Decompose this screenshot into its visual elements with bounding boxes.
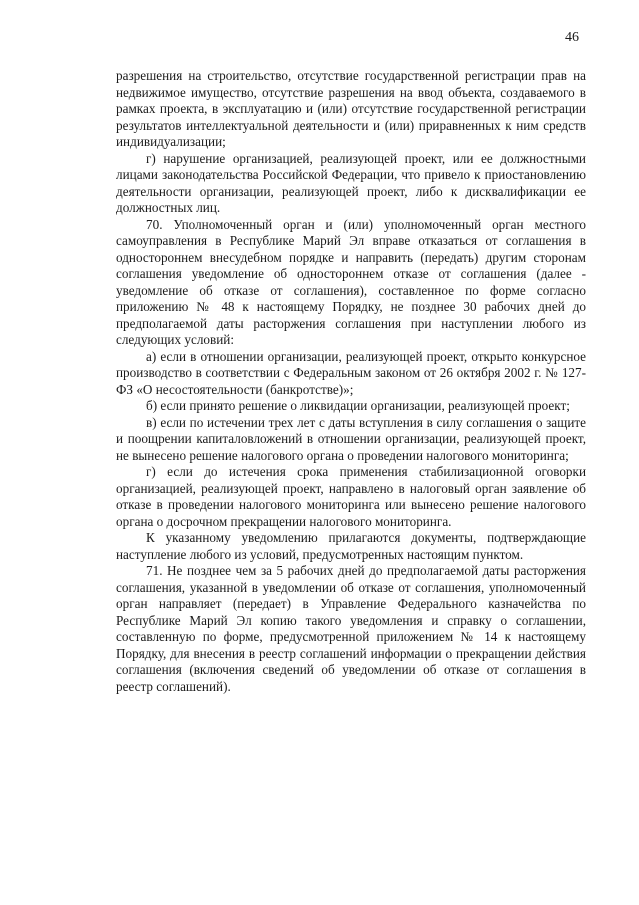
paragraph-attachments: К указанному уведомлению прилагаются документы, подтверждающие наступление любого из условий, предусмотренных настоящим пунктом. [116,530,586,562]
paragraph-item-v: в) если по истечении трех лет с даты вступления в силу соглашения о защите и поощрении капиталовложений в отношении организации, реализующей проект, не вынесено решение налогового органа о проведении налогового мониторинга; [116,414,586,463]
page-number: 46 [565,30,579,45]
paragraph-item-g-violation: г) нарушение организацией, реализующей проект, или ее должностными лицами законодательства Российской Федерации, что привело к приостановлению деятельности организации, реализующей проект, либо к дисквалификации ее должностных лиц. [116,150,586,215]
document-body [116,68,586,695]
paragraph-item-b: б) если принято решение о ликвидации организации, реализующей проект; [146,398,570,413]
paragraph-continuation: разрешения на строительство, отсутствие государственной регистрации прав на недвижимое имущество, отсутствие разрешения на ввод объекта, создаваемого в рамках проекта, в эксплуатацию и (или) отсутствие государственной регистрации результатов интеллектуальной деятельности и (или) приравненных к ним средств индивидуализации; [116,68,586,149]
paragraph-item-a: а) если в отношении организации, реализующей проект, открыто конкурсное производство в соответствии с Федеральным законом от 26 октября 2002 г. № 127-ФЗ «О несостоятельности (банкротстве)»; [116,348,586,397]
paragraph-70: 70. Уполномоченный орган и (или) уполномоченный орган местного самоуправления в Республике Марий Эл вправе отказаться от соглашения в одностороннем внесудебном порядке и направить (передать) другим сторонам соглашения уведомление об одностороннем отказе от соглашения (далее - уведомление об отказе от соглашения), составленное по форме согласно приложению № 48 к настоящему Порядку, не позднее 30 рабочих дней до предполагаемой даты расторжения соглашения при наступлении любого из следующих условий: [116,216,586,347]
paragraph-71: 71. Не позднее чем за 5 рабочих дней до предполагаемой даты расторжения соглашения, указанной в уведомлении об отказе от соглашения, уполномоченный орган направляет (передает) в Управление Федерального казначейства по Республике Марий Эл копию такого уведомления и справку о соглашении, составленную по форме, предусмотренной приложением № 14 к настоящему Порядку, для внесения в реестр соглашений информации о прекращении действия соглашения (включения сведений об уведомлении об отказе от соглашения в реестр соглашений). [116,563,586,694]
paragraph-item-g: г) если до истечения срока применения стабилизационной оговорки организацией, реализующей проект, направлено в налоговый орган заявление об отказе в проведении налогового мониторинга или вынесено решение налогового органа о досрочном прекращении налогового мониторинга. [116,464,586,529]
